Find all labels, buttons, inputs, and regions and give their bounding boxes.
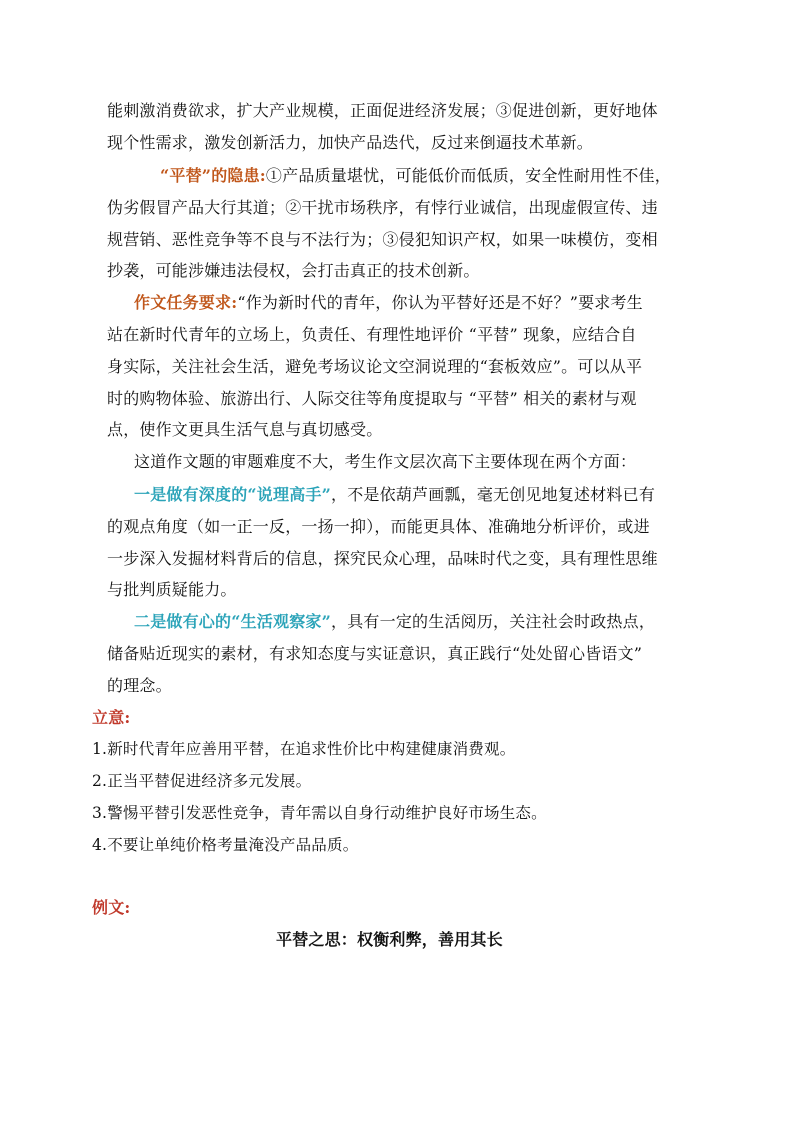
paragraph-line — [134, 293, 643, 313]
hidden-risks-label: “平替”的隐患: — [160, 166, 266, 185]
paragraph-line: 与批判质疑能力。 — [107, 580, 237, 599]
theme-item: 3.警惕平替引发恶性竞争，青年需以自身行动维护良好市场生态。 — [92, 804, 547, 822]
paragraph-line — [134, 612, 655, 632]
task-requirement-label: 作文任务要求: — [134, 293, 238, 312]
paragraph-line: 时的购物体验、旅游出行、人际交往等角度提取与 “平替” 相关的素材与观 — [107, 389, 637, 408]
paragraph-line: 的理念。 — [107, 676, 172, 695]
paragraph-line — [160, 166, 671, 186]
paragraph-line: 身实际，关注社会生活，避免考场议论文空洞说理的“套板效应”。可以从平 — [107, 357, 643, 376]
paragraph-line: 一步深入发掘材料背后的信息，探究民众心理，品味时代之变，具有理性思维 — [107, 549, 658, 568]
paragraph-line — [134, 485, 655, 505]
theme-item: 2.正当平替促进经济多元发展。 — [92, 772, 312, 790]
paragraph-line: 能刺激消费欲求，扩大产业规模，正面促进经济发展；③促进创新，更好地体 — [107, 101, 658, 120]
point-one-label: 一是做有深度的“说理高手” — [134, 485, 332, 504]
essay-heading: 例文: — [92, 898, 131, 917]
essay-title: 平替之思：权衡利弊，善用其长 — [276, 930, 503, 949]
paragraph-line: 这道作文题的审题难度不大，考生作文层次高下主要体现在两个方面： — [134, 452, 637, 471]
theme-heading: 立意: — [92, 708, 131, 727]
point-two-label: 二是做有心的“生活观察家” — [134, 612, 332, 631]
paragraph-line: 现个性需求，激发创新活力，加快产品迭代，反过来倒逼技术革新。 — [107, 133, 594, 152]
paragraph-text: ①产品质量堪忧，可能低价而低质，安全性耐用性不佳， — [265, 166, 671, 185]
paragraph-line: 规营销、恶性竞争等不良与不法行为；③侵犯知识产权，如果一味模仿，变相 — [107, 230, 658, 249]
paragraph-line: 的观点角度（如一正一反，一扬一抑），而能更具体、准确地分析评价，或进 — [107, 517, 650, 536]
paragraph-text: ，不是依葫芦画瓢，毫无创见地复述材料已有 — [331, 485, 656, 504]
paragraph-line: 站在新时代青年的立场上，负责任、有理性地评价 “平替” 现象，应结合自 — [107, 325, 637, 344]
theme-item: 1.新时代青年应善用平替，在追求性价比中构建健康消费观。 — [92, 740, 516, 758]
theme-item: 4.不要让单纯价格考量淹没产品品质。 — [92, 836, 359, 854]
paragraph-line: 储备贴近现实的素材，有求知态度与实证意识，真正践行“处处留心皆语文” — [107, 644, 643, 663]
paragraph-line: 点，使作文更具生活气息与真切感受。 — [107, 420, 383, 439]
paragraph-text: ，具有一定的生活阅历，关注社会时政热点， — [331, 612, 656, 631]
paragraph-line: 伪劣假冒产品大行其道；②干扰市场秩序，有悖行业诚信，出现虚假宣传、违 — [107, 198, 658, 217]
paragraph-text: “作为新时代的青年，你认为平替好还是不好？”要求考生 — [237, 293, 643, 312]
paragraph-line: 抄袭，可能涉嫌违法侵权，会打击真正的技术创新。 — [107, 261, 480, 280]
